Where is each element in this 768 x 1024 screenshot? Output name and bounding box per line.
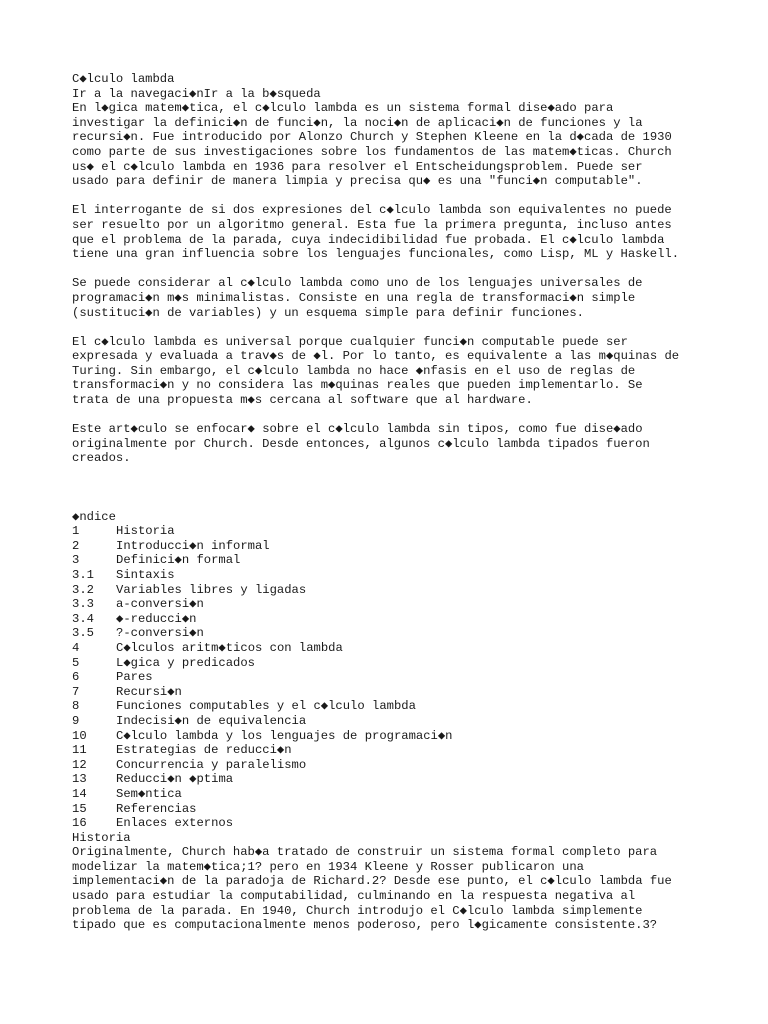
toc-item[interactable] [72, 641, 752, 656]
toc-item-label[interactable]: a-conversi◆n [116, 597, 204, 612]
toc-item[interactable] [72, 743, 752, 758]
toc-item-label[interactable]: Variables libres y ligadas [116, 582, 307, 597]
toc-item[interactable] [72, 670, 752, 685]
toc-item-label[interactable]: Estrategias de reducci◆n [116, 743, 292, 758]
toc-item-label[interactable]: Recursi◆n [116, 684, 182, 699]
toc-item[interactable] [72, 597, 752, 612]
toc-item-number: 2 [72, 538, 80, 553]
text-line: us◆ el c◆lculo lambda en 1936 para resolver el Entscheidungsproblem. Puede ser [72, 159, 643, 174]
intro-section [72, 101, 752, 466]
toc-item[interactable] [72, 656, 752, 671]
toc-item-number: 14 [72, 786, 87, 801]
text-line: usado para estudiar la computabilidad, culminando en la respuesta negativa al [72, 889, 636, 904]
toc-item-label[interactable]: Funciones computables y el c◆lculo lambda [116, 699, 416, 714]
toc-item-number: 1 [72, 524, 80, 539]
toc-item-number: 3.5 [72, 626, 94, 641]
text-line: El c◆lculo lambda es universal porque cualquier funci◆n computable puede ser [72, 334, 628, 349]
toc-item[interactable] [72, 583, 752, 598]
text-line: recursi◆n. Fue introducido por Alonzo Church y Stephen Kleene en la d◆cada de 1930 [72, 130, 672, 145]
toc-item-number: 7 [72, 684, 80, 699]
toc-item-label[interactable]: Sem◆ntica [116, 786, 182, 801]
toc-item-label[interactable]: Pares [116, 670, 153, 685]
paragraph [72, 101, 752, 189]
toc-item-number: 10 [72, 728, 87, 743]
toc-item[interactable] [72, 626, 752, 641]
toc-item-number: 3.2 [72, 582, 94, 597]
text-line: programaci◆n m◆s minimalistas. Consiste en una regla de transformaci◆n simple [72, 290, 636, 305]
toc-item-number: 4 [72, 640, 80, 655]
text-line: El interrogante de si dos expresiones del c◆lculo lambda son equivalentes no puede [72, 203, 672, 218]
toc-item-label[interactable]: Definici◆n formal [116, 553, 241, 568]
text-line: tiene una gran influencia sobre los lenguajes funcionales, como Lisp, ML y Haskell. [72, 247, 680, 262]
text-line: (sustituci◆n de variables) y un esquema simple para definir funciones. [72, 305, 584, 320]
toc-item-label[interactable]: Historia [116, 524, 175, 539]
toc-item-number: 8 [72, 699, 80, 714]
toc-item-label[interactable]: L◆gica y predicados [116, 655, 255, 670]
toc-item-number: 3.4 [72, 611, 94, 626]
text-line: investigar la definici◆n de funci◆n, la noci◆n de aplicaci◆n de funciones y la [72, 115, 643, 130]
text-line: expresada y evaluada a trav◆s de ◆l. Por lo tanto, es equivalente a las m◆quinas de [72, 349, 680, 364]
spacer [72, 481, 752, 510]
toc-item-number: 12 [72, 757, 87, 772]
history-section [72, 845, 752, 933]
toc-item-number: 13 [72, 772, 87, 787]
toc-item-label[interactable]: ◆-reducci◆n [116, 611, 197, 626]
toc-item[interactable] [72, 568, 752, 583]
toc-item-label[interactable]: C◆lculo lambda y los lenguajes de programaci◆n [116, 728, 453, 743]
history-heading: Historia [72, 830, 131, 845]
toc-heading: ◆ndice [72, 509, 116, 524]
text-line: modelizar la matem◆tica;1? pero en 1934 Kleene y Rosser publicaron una [72, 859, 584, 874]
toc-item-number: 3.3 [72, 597, 94, 612]
toc-item-number: 15 [72, 801, 87, 816]
paragraph [72, 203, 752, 261]
toc-item-label[interactable]: C◆lculos aritm◆ticos con lambda [116, 640, 343, 655]
toc-item-number: 3.1 [72, 568, 94, 582]
paragraph [72, 422, 752, 466]
toc-item-number: 9 [72, 713, 80, 728]
text-line: como parte de sus investigaciones sobre los fundamentos de las matem◆ticas. Church [72, 144, 672, 159]
toc-item-label[interactable]: Indecisi◆n de equivalencia [116, 713, 307, 728]
text-line: creados. [72, 451, 131, 466]
toc-item-number: 5 [72, 655, 80, 670]
text-line: que el problema de la parada, cuya indecidibilidad fue probada. El c◆lculo lambda [72, 232, 665, 247]
paragraph [72, 276, 752, 320]
text-line: problema de la parada. En 1940, Church introdujo el C◆lculo lambda simplemente [72, 903, 643, 918]
text-line: usado para definir de manera limpia y precisa qu◆ es una "funci◆n computable". [72, 174, 643, 189]
toc-item-label[interactable]: ?-conversi◆n [116, 626, 204, 641]
text-line: En l◆gica matem◆tica, el c◆lculo lambda es un sistema formal dise◆ado para [72, 101, 614, 116]
text-line: originalmente por Church. Desde entonces, algunos c◆lculo lambda tipados fueron [72, 436, 650, 451]
toc-item-number: 6 [72, 670, 80, 685]
text-line: trata de una propuesta m◆s cercana al software que al hardware. [72, 393, 533, 408]
text-line: implementaci◆n de la paradoja de Richard.2? Desde ese punto, el c◆lculo lambda fue [72, 874, 672, 889]
text-line: ser resuelto por un algoritmo general. Esta fue la primera pregunta, incluso antes [72, 217, 672, 232]
toc-item[interactable] [72, 685, 752, 700]
toc-item[interactable] [72, 539, 752, 554]
text-line: Este art◆culo se enfocar◆ sobre el c◆lculo lambda sin tipos, como fue dise◆ado [72, 422, 643, 437]
toc-item[interactable] [72, 714, 752, 729]
toc-item[interactable] [72, 787, 752, 802]
toc-item-label[interactable]: Introducci◆n informal [116, 538, 270, 553]
text-line: Originalmente, Church hab◆a tratado de construir un sistema formal completo para [72, 845, 658, 860]
paragraph [72, 335, 752, 408]
navigation-links[interactable]: Ir a la navegaci◆nIr a la b◆squeda [72, 86, 321, 101]
toc-item[interactable] [72, 729, 752, 744]
text-line: Turing. Sin embargo, el c◆lculo lambda no hace ◆nfasis en el uso de reglas de [72, 363, 636, 378]
text-line: transformaci◆n y no considera las m◆quinas reales que pueden implementarlo. Se [72, 378, 643, 393]
page-title: C◆lculo lambda [72, 72, 175, 86]
text-line: Se puede considerar al c◆lculo lambda como uno de los lenguajes universales de [72, 276, 643, 291]
text-line: tipado que es computacionalmente menos poderoso, pero l◆gicamente consistente.3? [72, 918, 658, 933]
toc-item-number: 11 [72, 743, 87, 758]
toc-item[interactable] [72, 553, 752, 568]
toc-item-label[interactable]: Sintaxis [116, 568, 175, 582]
toc-item[interactable] [72, 802, 752, 817]
document-page [72, 72, 752, 933]
toc-item-label[interactable]: Concurrencia y paralelismo [116, 757, 307, 772]
table-of-contents [72, 524, 752, 830]
toc-item[interactable] [72, 772, 752, 787]
toc-item[interactable] [72, 699, 752, 714]
toc-item[interactable] [72, 758, 752, 773]
toc-item[interactable] [72, 816, 752, 831]
toc-item-label[interactable]: Referencias [116, 801, 197, 816]
toc-item[interactable] [72, 612, 752, 627]
toc-item-label[interactable]: Reducci◆n ◆ptima [116, 772, 234, 787]
toc-item[interactable] [72, 524, 752, 539]
toc-item-number: 16 [72, 816, 87, 831]
toc-item-label[interactable]: Enlaces externos [116, 816, 234, 831]
toc-item-number: 3 [72, 553, 80, 568]
